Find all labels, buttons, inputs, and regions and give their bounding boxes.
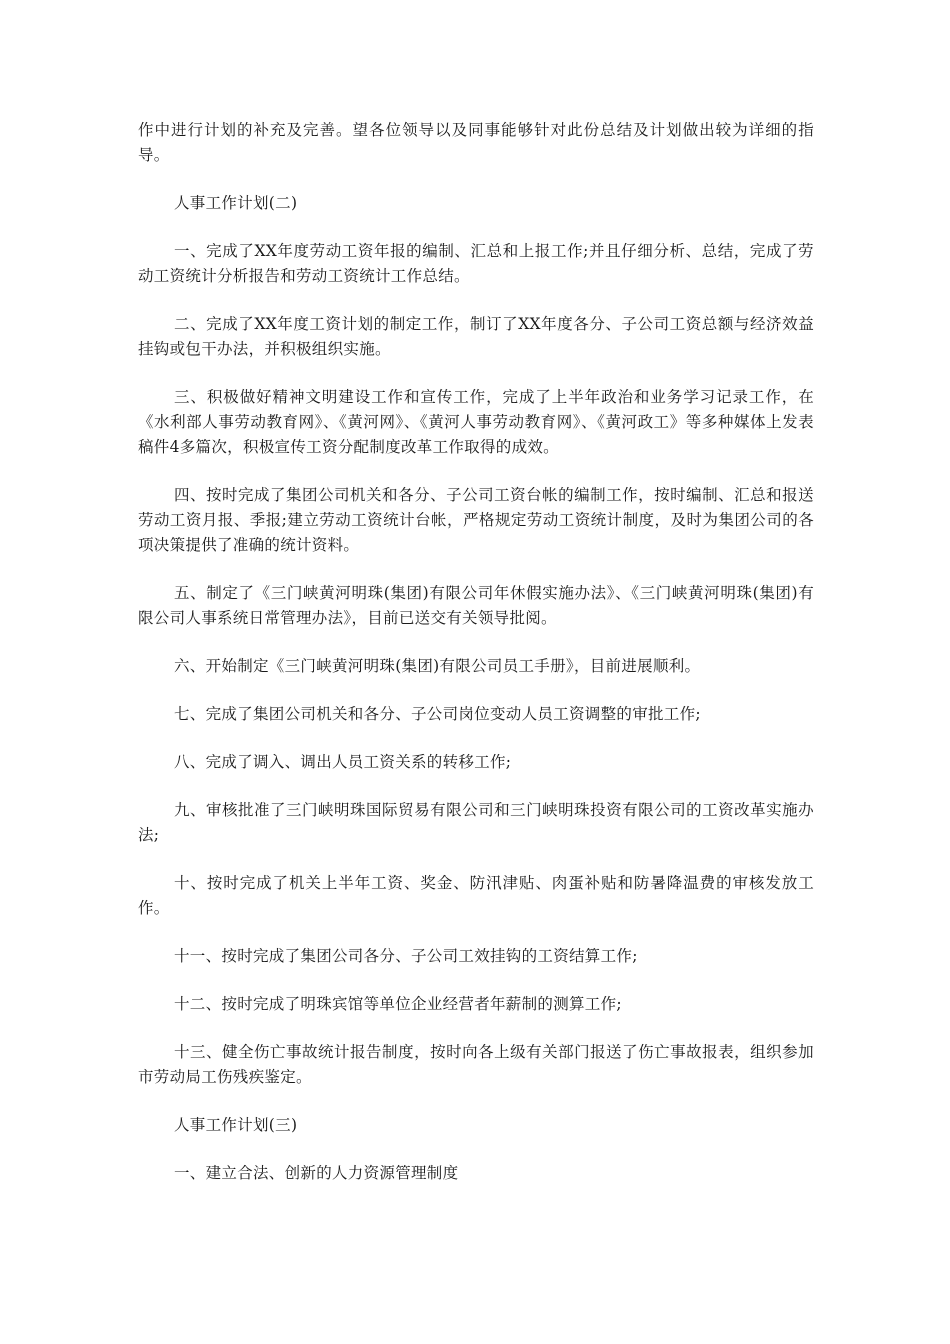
paragraph-continuation: 作中进行计划的补充及完善。望各位领导以及同事能够针对此份总结及计划做出较为详细的指导。 xyxy=(138,121,814,164)
paragraph-item-8: 八、完成了调入、调出人员工资关系的转移工作; xyxy=(174,753,512,771)
paragraph-item-4: 四、按时完成了集团公司机关和各分、子公司工资台帐的编制工作，按时编制、汇总和报送劳动工资月报、季报;建立劳动工资统计台帐，严格规定劳动工资统计制度，及时为集团公司的各项决策提供了准确的统计资料。 xyxy=(138,486,814,554)
paragraph-item-11: 十一、按时完成了集团公司各分、子公司工效挂钩的工资结算工作; xyxy=(174,947,638,965)
paragraph-item-7: 七、完成了集团公司机关和各分、子公司岗位变动人员工资调整的审批工作; xyxy=(174,705,701,723)
paragraph-item-12: 十二、按时完成了明珠宾馆等单位企业经营者年薪制的测算工作; xyxy=(174,995,622,1013)
paragraph-item-2: 二、完成了XX年度工资计划的制定工作，制订了XX年度各分、子公司工资总额与经济效益挂钩或包干办法，并积极组织实施。 xyxy=(138,315,814,358)
paragraph-item-9: 九、审核批准了三门峡明珠国际贸易有限公司和三门峡明珠投资有限公司的工资改革实施办法; xyxy=(138,801,814,844)
paragraph-item-1: 一、完成了XX年度劳动工资年报的编制、汇总和上报工作;并且仔细分析、总结，完成了劳动工资统计分析报告和劳动工资统计工作总结。 xyxy=(138,242,814,285)
paragraph-item-5: 五、制定了《三门峡黄河明珠(集团)有限公司年休假实施办法》、《三门峡黄河明珠(集团)有限公司人事系统日常管理办法》，目前已送交有关领导批阅。 xyxy=(138,584,814,627)
paragraph-item-3: 三、积极做好精神文明建设工作和宣传工作，完成了上半年政治和业务学习记录工作，在《水利部人事劳动教育网》、《黄河网》、《黄河人事劳动教育网》、《黄河政工》等多种媒体上发表稿件4多篇次，积极宣传工资分配制度改革工作取得的成效。 xyxy=(138,388,814,456)
paragraph-item-13: 十三、健全伤亡事故统计报告制度，按时向各上级有关部门报送了伤亡事故报表，组织参加市劳动局工伤残疾鉴定。 xyxy=(138,1043,814,1086)
section-heading-plan-3: 人事工作计划(三) xyxy=(174,1116,298,1134)
paragraph-item-6: 六、开始制定《三门峡黄河明珠(集团)有限公司员工手册》，目前进展顺利。 xyxy=(174,657,701,675)
paragraph-item-10: 十、按时完成了机关上半年工资、奖金、防汛津贴、肉蛋补贴和防暑降温费的审核发放工作。 xyxy=(138,874,814,917)
section-heading-plan-2: 人事工作计划(二) xyxy=(174,194,298,212)
paragraph-plan3-item-1: 一、建立合法、创新的人力资源管理制度 xyxy=(174,1164,459,1182)
document-body xyxy=(138,118,814,1209)
